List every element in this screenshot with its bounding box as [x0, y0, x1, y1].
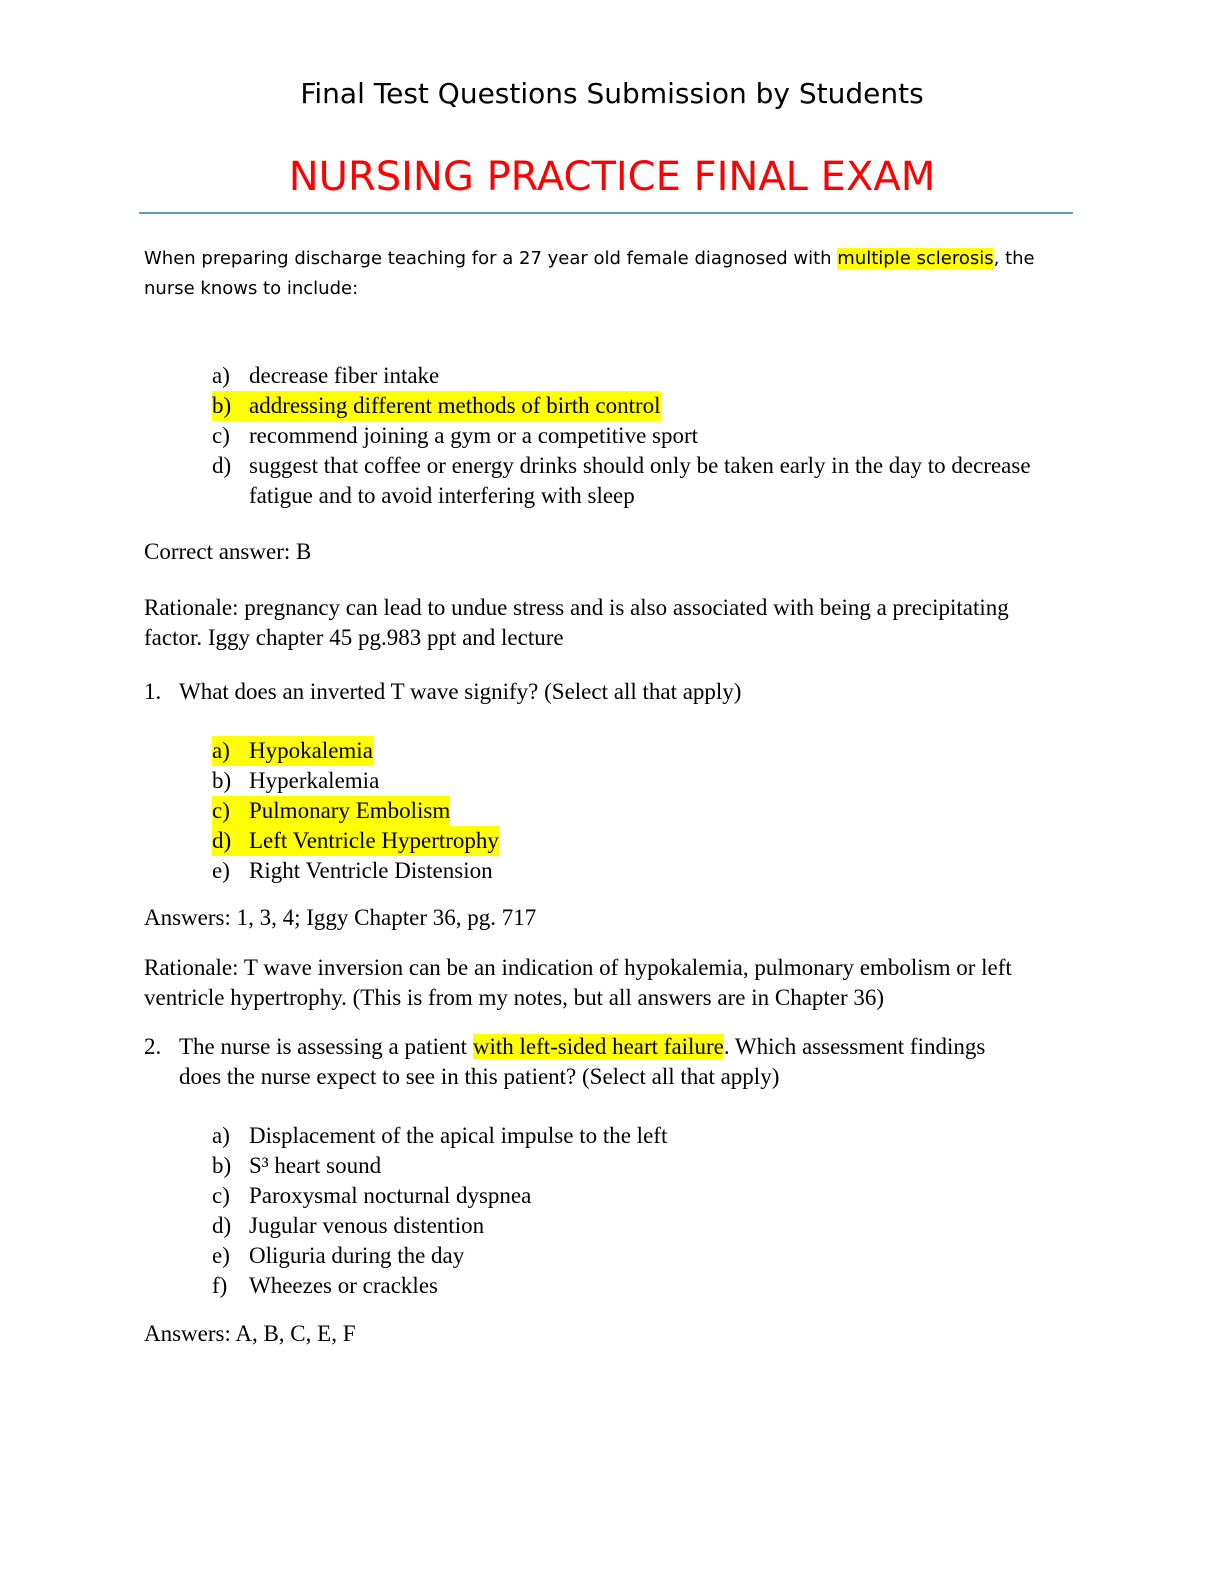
question-0-stem [144, 244, 1084, 304]
option-item [212, 1211, 1092, 1241]
stem-text: The nurse is assessing a patient [179, 1034, 473, 1059]
stem-highlight: multiple sclerosis [837, 248, 994, 269]
option-text: Hyperkalemia [249, 768, 380, 793]
stem-text: , the nurse knows to include: [144, 248, 1035, 299]
option-text: Jugular venous distention [249, 1213, 485, 1238]
option-letter: e) [212, 1243, 230, 1268]
option-item [212, 421, 1092, 451]
option-item [212, 1241, 1092, 1271]
option-item-highlighted [212, 796, 450, 826]
option-item-highlighted [212, 736, 373, 766]
option-letter: b) [212, 393, 232, 418]
question-1-options [212, 736, 1092, 886]
option-item [212, 1181, 1092, 1211]
question-2-options [212, 1121, 1092, 1301]
option-item [212, 766, 1092, 796]
option-letter: c) [212, 1183, 230, 1208]
option-letter: b) [212, 1153, 232, 1178]
option-letter: a) [212, 1123, 230, 1148]
title-divider [139, 212, 1073, 214]
option-text: Paroxysmal nocturnal dyspnea [249, 1183, 532, 1208]
option-text: Oliguria during the day [249, 1243, 465, 1268]
option-text: suggest that coffee or energy drinks should only be taken early in the day to decrease fatigue and to avoid interfering with sleep [249, 453, 1031, 508]
option-text: addressing different methods of birth control [249, 393, 661, 418]
option-letter: f) [212, 1273, 228, 1298]
option-letter: d) [212, 828, 232, 853]
question-0-correct-answer: Correct answer: B [144, 539, 312, 564]
option-item [212, 1271, 1092, 1301]
exam-title: NURSING PRACTICE FINAL EXAM [288, 154, 936, 200]
option-letter: d) [212, 1213, 232, 1238]
option-item [212, 1121, 1092, 1151]
option-letter: e) [212, 858, 230, 883]
option-item [212, 856, 1092, 886]
question-2-stem [144, 1032, 1024, 1092]
option-item [212, 1151, 1092, 1181]
question-0-rationale: Rationale: pregnancy can lead to undue stress and is also associated with being a precipitating factor. Iggy chapter 45 pg.983 ppt and lecture [144, 595, 1009, 650]
stem-text: . Which assessment findings does the nurse expect to see in this patient? (Select all that apply) [179, 1034, 986, 1089]
option-item-highlighted [212, 391, 661, 421]
stem-text: When preparing discharge teaching for a 27 year old female diagnosed with [144, 248, 838, 269]
question-2-answers: Answers: A, B, C, E, F [144, 1321, 356, 1346]
option-text: Pulmonary Embolism [249, 798, 451, 823]
question-number: 2. [144, 1034, 162, 1059]
document-subtitle: Final Test Questions Submission by Students [300, 77, 924, 110]
option-text: recommend joining a gym or a competitive sport [249, 423, 699, 448]
question-0-options [212, 361, 1092, 511]
question-number: 1. [144, 679, 162, 704]
option-text: Displacement of the apical impulse to the left [249, 1123, 668, 1148]
question-1-rationale: Rationale: T wave inversion can be an indication of hypokalemia, pulmonary embolism or left ventricle hypertrophy. (This is from my notes, but all answers are in Chapter 36) [144, 955, 1012, 1010]
stem-text: What does an inverted T wave signify? (Select all that apply) [179, 679, 742, 704]
question-1-stem [144, 677, 1084, 707]
option-letter: a) [212, 363, 230, 388]
option-text: Left Ventricle Hypertrophy [249, 828, 499, 853]
option-text: Right Ventricle Distension [249, 858, 493, 883]
option-letter: a) [212, 738, 230, 763]
option-item [212, 451, 1069, 511]
option-text: decrease fiber intake [249, 363, 440, 388]
option-letter: c) [212, 423, 230, 448]
option-item [212, 361, 1092, 391]
option-item-highlighted [212, 826, 499, 856]
option-letter: d) [212, 453, 232, 478]
option-text: Wheezes or crackles [249, 1273, 438, 1298]
question-1-answers: Answers: 1, 3, 4; Iggy Chapter 36, pg. 717 [144, 905, 537, 930]
option-text: S³ heart sound [249, 1153, 382, 1178]
stem-highlight: with left-sided heart failure [472, 1034, 724, 1059]
option-text: Hypokalemia [249, 738, 373, 763]
option-letter: b) [212, 768, 232, 793]
option-letter: c) [212, 798, 230, 823]
